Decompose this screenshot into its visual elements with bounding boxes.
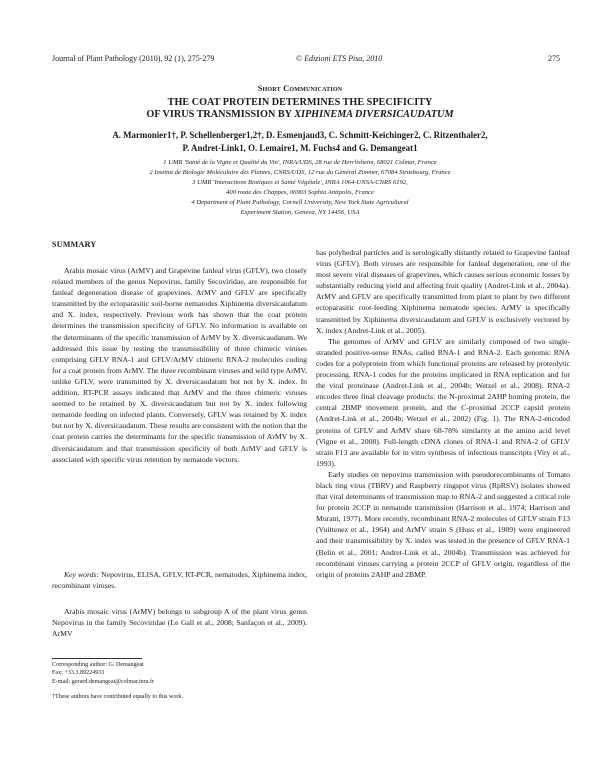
keywords-text: Nepovirus, ELISA, GFLV, RT-PCR, nematodes, Xiphinema index, recombinant viruses. — [52, 570, 308, 591]
summary-heading: SUMMARY — [52, 240, 97, 249]
section-label: Short Communication — [257, 84, 343, 93]
footnote-rule — [52, 658, 142, 659]
affiliation-3a: 3 UMR 'Interactions Biotiques et Santé Végétale', INRA 1064-UNSA-CNRS 6192, — [192, 179, 408, 186]
right-paragraph-2: The genomes of ArMV and GFLV are similarly composed of two single-stranded positive-sense RNAs, called RNA-1 and RNA-2. Each genomic RNA codes for a polyprotein from which functional proteins are released by proteolytic processing. RNA-1 codes for the proteins implicated in RNA replication and for the viral proteinase (Andret-Link et al., 2004b; Wetzel et al., 2008). RNA-2 encodes three final cleavage products: the N-proximal 2AHP homing protein, the central 2BMP movement protein, and the C-proximal 2CCP capsid protein (Andret-Link et al., 2004b; Wetzel et al., 2002) (Fig. 1). The RNA-2-encoded proteins of GFLV and ArMV share 68-78% similarity at the amino acid level (Vigne et al., 2008). Full-length cDNA clones of RNA-1 and RNA-2 of GFLV strain F13 are available for in vitro synthesis of infectious transcripts (Viry et al., 1993). — [316, 336, 570, 468]
corresponding-author: Corresponding author: G. Demangeat — [52, 662, 144, 668]
right-column — [316, 247, 570, 580]
summary-body — [52, 265, 307, 465]
intro-left-text: Arabis mosaic virus (ArMV) belongs to subgroup A of the plant virus genus Nepovirus in the family Secoviridae (Le Gall et al., 2008; Sanfaçon et al., 2009). ArMV — [52, 607, 307, 639]
right-paragraph-3: Early studies on nepovirus transmission with pseudorecombinants of Tomato black ring virus (TBRV) and Raspberry ringspot virus (RpRSV) isolates showed that viral determinants of transmission map to RNA-2 and suggested a critical role for protein 2CCP in nematode transmission (Harrison et al., 1974; Harrison and Murant, 1977). More recently, recombinant RNA-2 molecules of GFLV strain F13 (Vuittenez et al., 1964) and ArMV strain S (Huss et al., 1989) were engineered and their transmissibility by X. index was tested in the presence of GFLV RNA-1 (Belin et al., 2001; Andret-Link et al., 2004b). Transmission was achieved for recombinant viruses carrying a protein 2CCP of GFLV origin, regardless of the origin of proteins 2AHP and 2BMP. — [316, 469, 570, 579]
article-title-line-2: OF VIRUS TRANSMISSION BY XIPHINEMA DIVERSICAUDATUM — [146, 109, 454, 120]
journal-citation: Journal of Plant Pathology (2010), 92 (1), 275-279 — [52, 54, 215, 63]
equal-contribution-note: †These authors have contributed equally to this work. — [52, 694, 183, 701]
affiliation-3b: 400 route des Chappes, 06903 Sophia Antipolis, France — [226, 189, 374, 196]
affiliation-2: 2 Institut de Biologie Moléculaire des Plantes, CNRS/UDS, 12 rue du Général Zimmer, 67084 Strasbourg, France — [149, 169, 451, 176]
keywords — [52, 569, 307, 591]
summary-text: Arabis mosaic virus (ArMV) and Grapevine fanleaf virus (GFLV), two closely related members of the genus Nepovirus, family Secoviridae, are responsible for fanleaf degeneration disease of grapevines. ArMV and GFLV are specifically transmitted by the ectoparasitic soil-borne nematodes Xiphinema diversicaudatum and X. index, respectively. Previous work has shown that the coat protein determines the transmission specificity of GFLV. No information is available on the determinants of the specific transmission of ArMV by X. diversicaudatum. We addressed this issue by testing the transmissibility of three chimeric viruses comprising GFLV RNA-1 and GFLV/ArMV chimeric RNA-2 molecules coding for a coat protein from ArMV. The three recombinant viruses and wild type ArMV, unlike GFLV, were transmitted by X. diversicaudatum but not by X. index. In addition, RT-PCR assays indicated that ArMV and the three chimeric viruses seemed to be retained by X. diversicaudatum but not by X. index following nematode feeding on infected plants. Conversely, GFLV was retained by X. index but not by X. diversicaudatum. These results are consistent with the notion that the coat protein carries the determinants for the specific transmission of ArMV by X. diversicaudatum and that transmission specificity of both ArMV and GFLV is associated with specific virus retention by nematode vectors. — [52, 266, 307, 464]
email-link[interactable]: E-mail: gerard.demangeat@colmar.inra.fr — [52, 678, 155, 685]
keywords-label: Key words: — [64, 570, 100, 579]
publisher-line: © Edizioni ETS Pisa, 2010 — [296, 54, 383, 63]
page-number: 275 — [548, 54, 560, 63]
authors-line-2: P. Andret-Link1, O. Lemaire1, M. Fuchs4 and G. Demangeat1 — [182, 143, 418, 153]
footnotes — [52, 661, 312, 702]
right-paragraph-1: has polyhedral particles and is serologically distantly related to Grapevine fanleaf virus (GFLV). Both viruses are responsible for fanleaf degeneration, one of the most severe viral diseases of grapevines, which causes serious economic losses by substantially reducing yield and affecting fruit quality (Andret-Link et al., 2004a). ArMV and GFLV are specifically transmitted from plant to plant by two different ectoparasitic root-feeding Xiphinema nematode species. ArMV is specifically transmitted by Xiphinema diversicaudatum and GFLV is exclusively vectored by X. index (Andret-Link et al., 2005). — [316, 248, 570, 335]
authors-line-1: A. Marmonier1†, P. Schellenberger1,2†, D. Esmenjaud3, C. Schmitt-Keichinger2, C. Ritzenthaler2, — [112, 130, 488, 140]
fax: Fax: +33.3.89224933 — [52, 670, 105, 677]
copyright-icon: © — [296, 54, 303, 63]
intro-left — [52, 606, 307, 639]
affiliation-4b: Experiment Station, Geneva, NY 14456, USA — [240, 209, 360, 216]
affiliation-1: 1 UMR 'Santé de la Vigne et Qualité du Vin', INRA/UDS, 28 rue de Herrlisheim, 68021 Colmar, France — [163, 159, 437, 166]
affiliation-4a: 4 Department of Plant Pathology, Cornell University, New York State Agricultural — [191, 199, 409, 206]
article-title-line-1: THE COAT PROTEIN DETERMINES THE SPECIFICITY — [167, 97, 433, 108]
